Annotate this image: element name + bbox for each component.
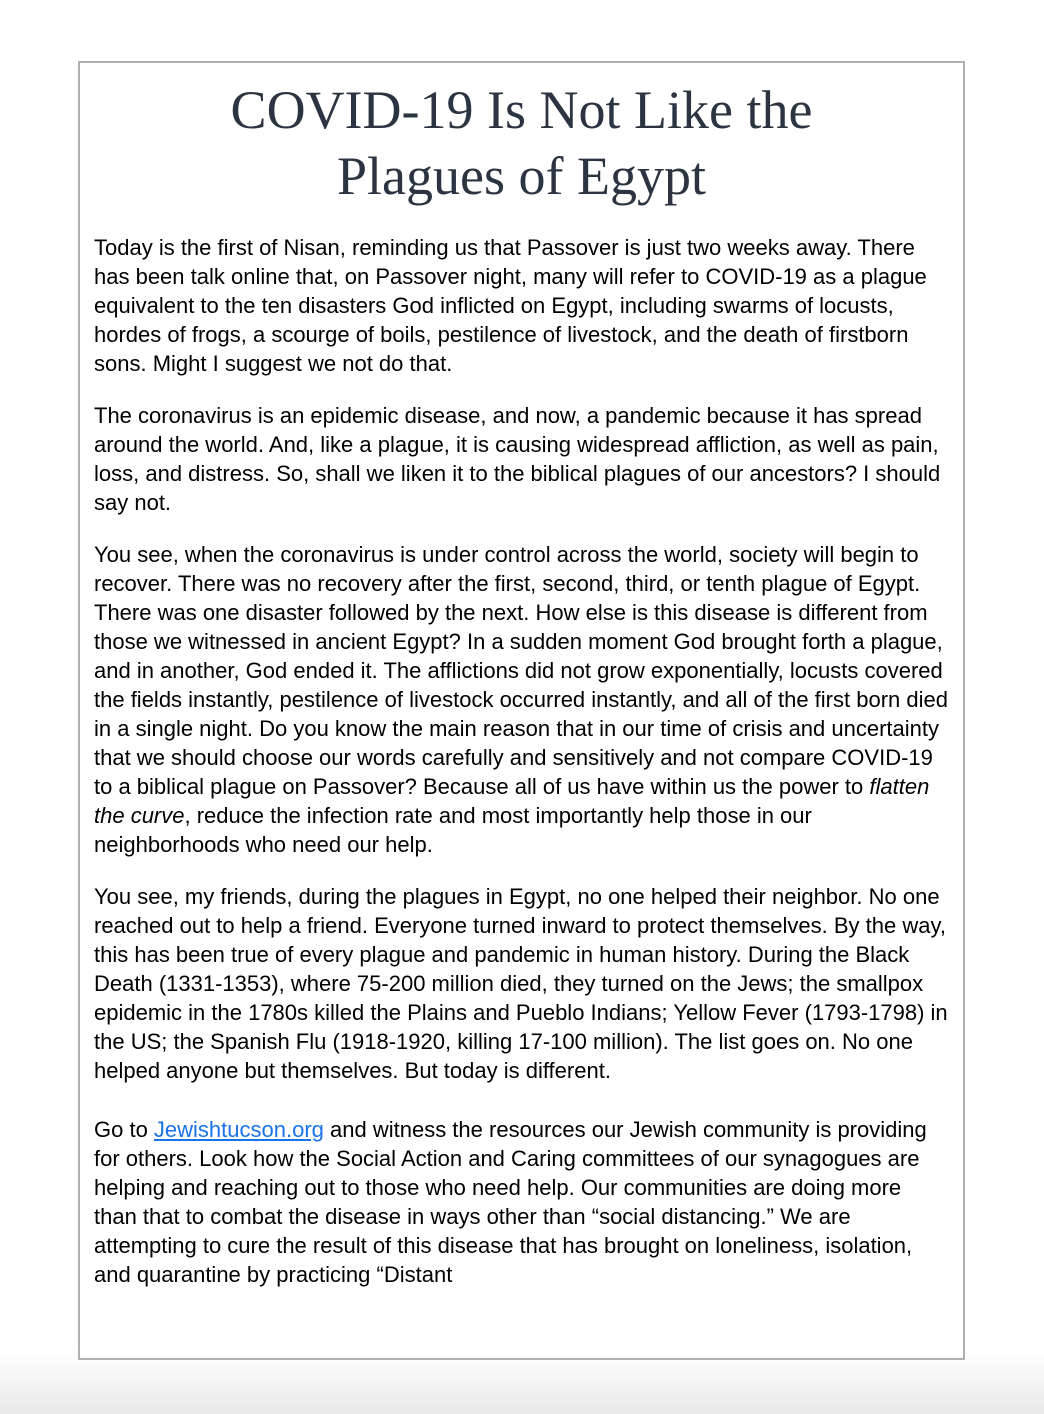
paragraph-3-text-after-italic: , reduce the infection rate and most importantly help those in our neighborhoods who need our help. xyxy=(94,803,812,857)
document-page xyxy=(78,61,965,1360)
page-title-line-1: COVID-19 Is Not Like the xyxy=(230,80,813,140)
paragraph-recovery-flatten-curve xyxy=(94,540,949,859)
paragraph-5-text-before-link: Go to xyxy=(94,1117,154,1142)
flatten-the-curve-italic: flatten the curve xyxy=(94,774,930,828)
paragraph-history-of-plagues: You see, my friends, during the plagues in Egypt, no one helped their neighbor. No one reached out to help a friend. Everyone turned inward to protect themselves. By the way, this has been true of every plague and pandemic in human history. During the Black Death (1331-1353), where 75-200 million died, they turned on the Jews; the smallpox epidemic in the 1780s killed the Plains and Pueblo Indians; Yellow Fever (1793-1798) in the US; the Spanish Flu (1918-1920, killing 17-100 million). The list goes on. No one helped anyone but themselves. But today is different. xyxy=(94,884,948,1083)
paragraph-coronavirus-pandemic: The coronavirus is an epidemic disease, and now, a pandemic because it has spread around the world. And, like a plague, it is causing widespread affliction, as well as pain, loss, and distress. So, shall we liken it to the biblical plagues of our ancestors? I should say not. xyxy=(94,403,941,515)
jewishtucson-link[interactable]: Jewishtucson.org xyxy=(153,1117,324,1142)
paragraph-3-text-before-italic: You see, when the coronavirus is under control across the world, society will begin to recover. There was no recovery after the first, second, third, or tenth plague of Egypt. There was one disaster followed by the next. How else is this disease is different from those we witnessed in ancient Egypt? In a sudden moment God brought forth a plague, and in another, God ended it. The afflictions did not grow exponentially, locusts covered the fields instantly, pestilence of livestock occurred instantly, and all of the first born died in a single night. Do you know the main reason that in our time of crisis and uncertainty that we should choose our words carefully and sensitively and not compare COVID-19 to a biblical plague on Passover? Because all of us have within us the power to xyxy=(94,542,948,799)
paragraph-jewish-community xyxy=(94,1115,949,1289)
paragraph-5-text-after-link: and witness the resources our Jewish community is providing for others. Look how the Social Action and Caring committees of our synagogues are helping and reaching out to those who need help. Our communities are doing more than that to combat the disease in ways other than “social distancing.” We are attempting to cure the result of this disease that has brought on loneliness, isolation, and quarantine by practicing “Distant xyxy=(94,1117,927,1287)
page-title-line-2: Plagues of Egypt xyxy=(337,146,706,206)
paragraph-nisan-passover: Today is the first of Nisan, reminding us that Passover is just two weeks away. There has been talk online that, on Passover night, many will refer to COVID-19 as a plague equivalent to the ten disasters God inflicted on Egypt, including swarms of locusts, hordes of frogs, a scourge of boils, pestilence of livestock, and the death of firstborn sons. Might I suggest we not do that. xyxy=(94,235,927,376)
page-title xyxy=(94,77,949,209)
